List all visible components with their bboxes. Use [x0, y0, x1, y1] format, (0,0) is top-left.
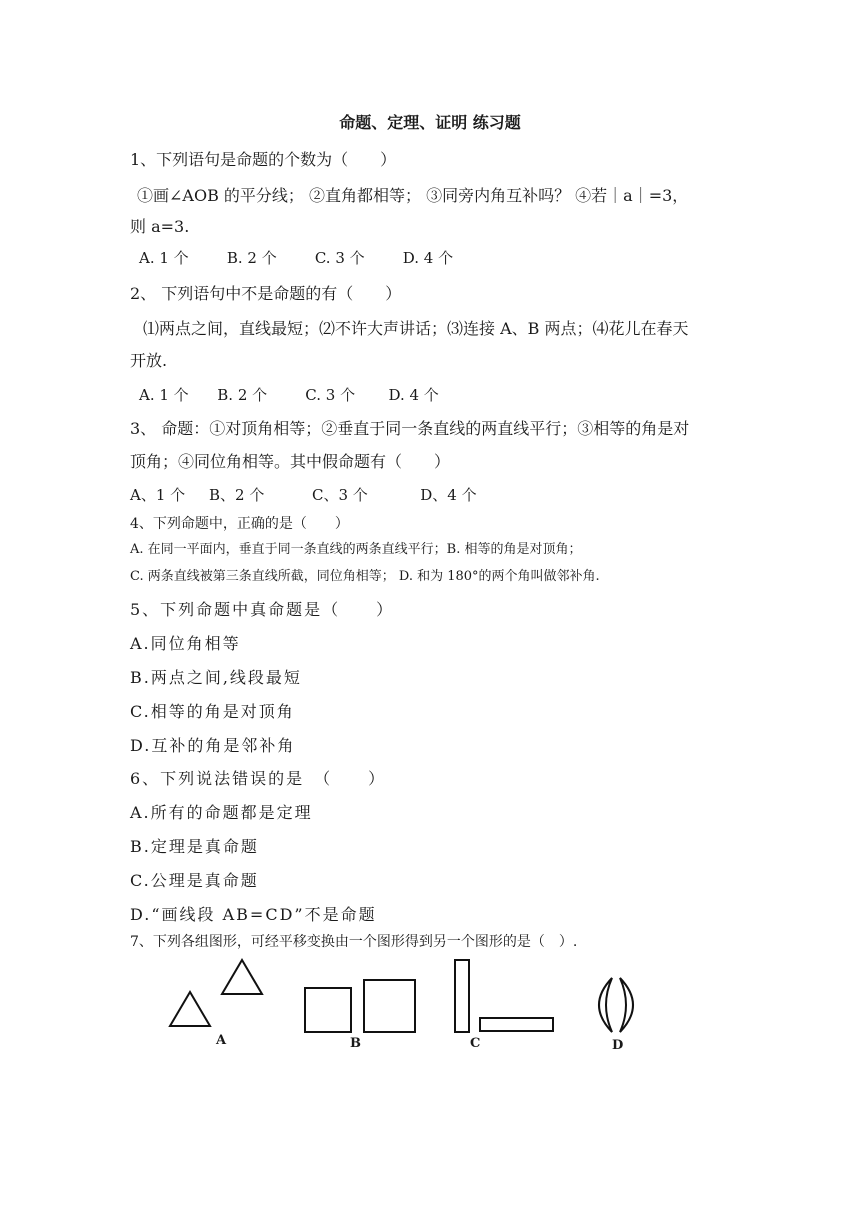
- q2-options: A. 1 个 B. 2 个 C. 3 个 D. 4 个: [139, 386, 439, 404]
- q1-body-line2: 则 a=3.: [130, 217, 190, 236]
- q7-figures: [150, 950, 670, 1060]
- page-title: 命题、定理、证明 练习题: [339, 113, 521, 132]
- q4-options-line1: A. 在同一平面内，垂直于同一条直线的两条直线平行；B. 相等的角是对顶角；: [130, 542, 582, 557]
- q5-option-b: B.两点之间,线段最短: [130, 668, 302, 687]
- q2-body-line1: ⑴两点之间，直线最短；⑵不许大声讲话；⑶连接 A、B 两点；⑷花儿在春天: [143, 319, 689, 338]
- q1-stem: 1、下列语句是命题的个数为（ ）: [130, 150, 397, 169]
- figure-a-label: A: [216, 1033, 227, 1048]
- q7-figures-drawing: [150, 950, 670, 1060]
- q1-body-line1: ①画∠AOB 的平分线； ②直角都相等； ③同旁内角互补吗？ ④若｜a｜=3，: [137, 186, 689, 205]
- figure-a-triangle-small: [170, 992, 210, 1026]
- q6-option-d: D.“画线段 AB=CD”不是命题: [130, 905, 377, 924]
- figure-c-label: C: [470, 1036, 481, 1051]
- q5-option-d: D.互补的角是邻补角: [130, 736, 296, 755]
- q1-options: A. 1 个 B. 2 个 C. 3 个 D. 4 个: [139, 249, 454, 267]
- figure-c-rect-horizontal: [480, 1018, 553, 1031]
- q2-stem: 2、 下列语句中不是命题的有（ ）: [130, 284, 402, 303]
- q5-stem: 5、下列命题中真命题是（ ）: [130, 600, 395, 619]
- q5-option-c: C.相等的角是对顶角: [130, 702, 295, 721]
- figure-b-label: B: [350, 1036, 361, 1051]
- q6-option-a: A.所有的命题都是定理: [130, 803, 313, 822]
- q3-options: A、1 个 B、2 个 C、3 个 D、4 个: [130, 486, 477, 504]
- q6-option-c: C.公理是真命题: [130, 871, 259, 890]
- q2-body-line2: 开放.: [130, 351, 168, 370]
- q5-option-a: A.同位角相等: [130, 634, 241, 653]
- q4-options-line2: C. 两条直线被第三条直线所截，同位角相等； D. 和为 180°的两个角叫做邻补角.: [130, 569, 600, 584]
- q7-stem: 7、下列各组图形，可经平移变换由一个图形得到另一个图形的是（ ）.: [130, 934, 578, 950]
- figure-d-label: D: [612, 1038, 624, 1053]
- q6-option-b: B.定理是真命题: [130, 837, 259, 856]
- figure-a-triangle-top: [222, 960, 262, 994]
- figure-c-rect-vertical: [455, 960, 469, 1032]
- q3-stem-line2: 顶角；④同位角相等。其中假命题有（ ）: [130, 452, 451, 471]
- q3-stem-line1: 3、 命题：①对顶角相等；②垂直于同一条直线的两直线平行；③相等的角是对: [130, 419, 690, 438]
- figure-b-square-small: [305, 988, 351, 1032]
- figure-d-arc-left: [599, 978, 612, 1032]
- figure-b-square-large: [364, 980, 415, 1032]
- q4-stem: 4、下列命题中，正确的是（ ）: [130, 516, 349, 532]
- q6-stem: 6、下列说法错误的是 （ ）: [130, 769, 387, 788]
- figure-d-arc-right: [620, 978, 633, 1032]
